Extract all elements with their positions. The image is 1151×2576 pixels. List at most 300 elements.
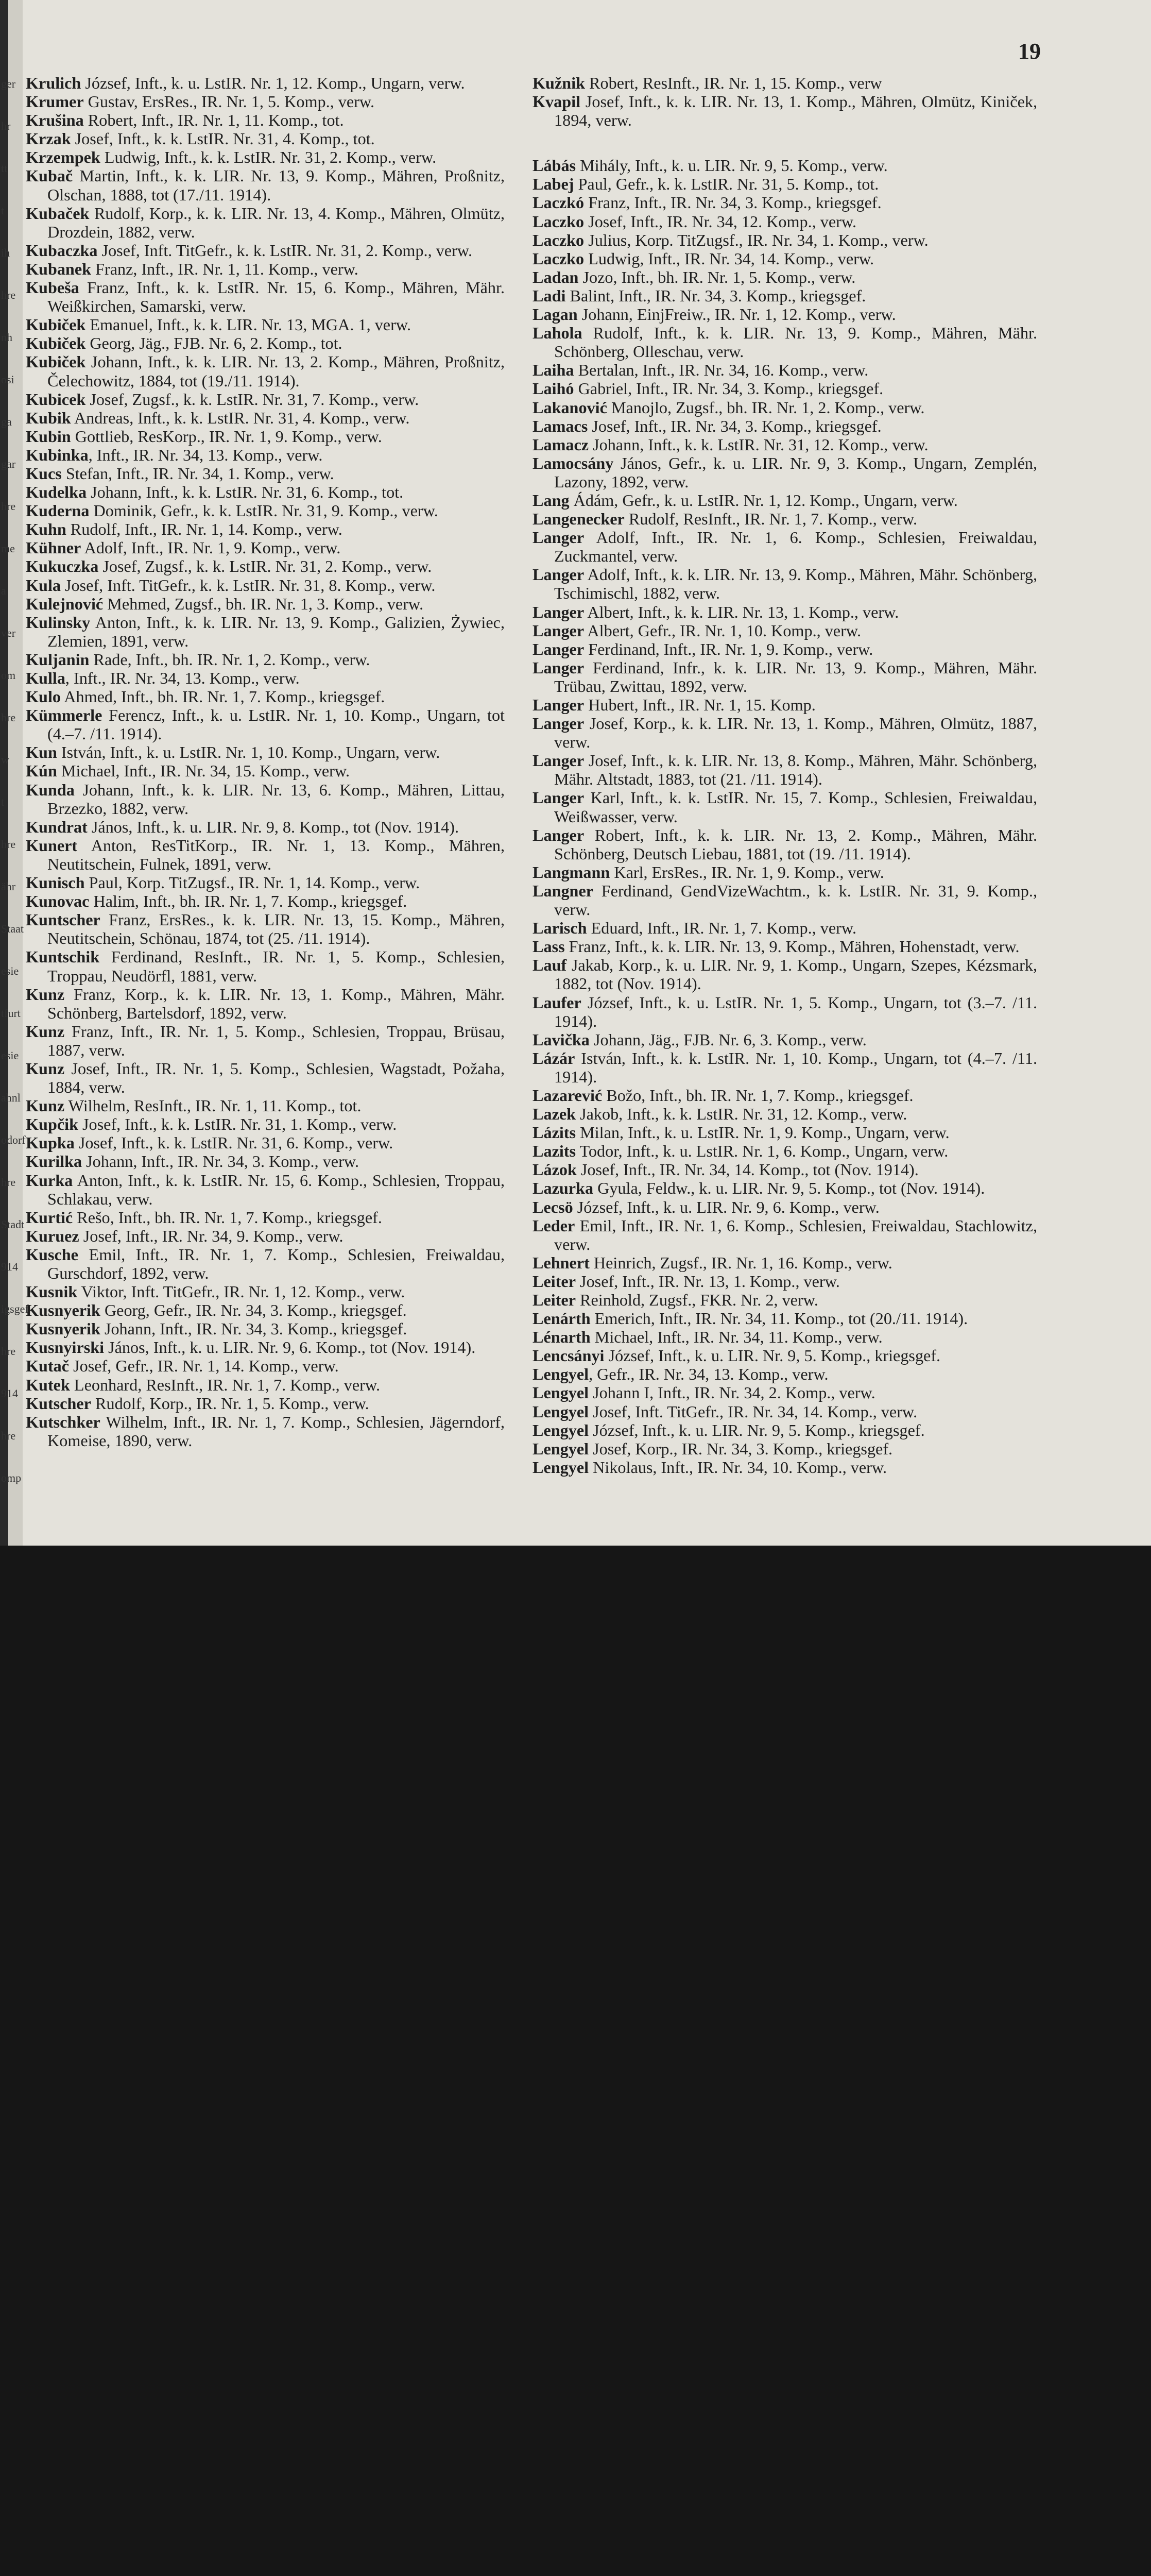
- margin-fragment: t: [1, 204, 5, 217]
- entry-surname: Lázár: [532, 1048, 575, 1067]
- entry-surname: Kurka: [26, 1171, 73, 1190]
- margin-fragment: nh: [1, 331, 12, 344]
- entry-details: Viktor, Inft. TitGefr., IR. Nr. 1, 12. Komp., verw.: [77, 1282, 405, 1301]
- entry-details: Johann, Inft., k. k. LIR. Nr. 13, 2. Komp., Mähren, Proßnitz, Čelechowitz, 1884, tot (19./11. 1914).: [47, 352, 505, 390]
- entry-details: István, Inft., k. k. LstIR. Nr. 1, 10. Komp., Ungarn, tot (4.–7. /11. 1914).: [554, 1048, 1037, 1086]
- entry-details: Rudolf, Inft., k. k. LIR. Nr. 13, 9. Komp., Mähren, Mähr. Schönberg, Olleschau, verw.: [554, 324, 1037, 361]
- entry-surname: Krulich: [26, 74, 81, 92]
- entry-surname: Kvapil: [532, 92, 581, 111]
- entry-details: Jakob, Inft., k. k. LstIR. Nr. 31, 12. Komp., verw.: [576, 1105, 907, 1124]
- register-entry: [26, 1245, 505, 1282]
- entry-surname: Kunert: [26, 836, 78, 855]
- entry-details: Karl, Inft., k. k. LstIR. Nr. 15, 7. Komp., Schlesien, Freiwaldau, Weißwasser, verw.: [554, 788, 1037, 826]
- register-entry: [26, 334, 505, 352]
- entry-details: Ludwig, Inft., IR. Nr. 34, 14. Komp., verw.: [584, 249, 874, 268]
- register-entry: [26, 781, 505, 818]
- entry-details: Paul, Gefr., k. k. LstIR. Nr. 31, 5. Komp., tot.: [574, 175, 879, 194]
- entry-surname: Lang: [532, 490, 570, 510]
- entry-details: Albert, Inft., k. k. LIR. Nr. 13, 1. Komp., verw.: [584, 602, 899, 621]
- margin-fragment: 914: [1, 1387, 18, 1400]
- entry-details: Martin, Inft., k. k. LIR. Nr. 13, 9. Komp., Mähren, Proßnitz, Olschan, 1888, tot (17./11. 1914).: [47, 166, 505, 204]
- entry-details: József, Inft., k. u. LIR. Nr. 9, 6. Komp., verw.: [573, 1197, 880, 1216]
- register-entry: [26, 836, 505, 873]
- register-entry: [532, 1272, 1037, 1291]
- margin-fragment: Stadt: [1, 1218, 25, 1231]
- margin-fragment: Staat: [1, 922, 24, 935]
- entry-details: Rudolf, Inft., IR. Nr. 1, 14. Komp., verw.: [66, 520, 342, 539]
- margin-fragment: odorf: [1, 1133, 26, 1146]
- entry-details: Ludwig, Inft., k. k. LstIR. Nr. 31, 2. Komp., verw.: [100, 148, 437, 167]
- register-entry: [532, 379, 1037, 398]
- register-entry: [532, 268, 1037, 286]
- viewer-footer: [0, 1546, 1151, 1681]
- entry-surname: Kubač: [26, 166, 73, 185]
- register-entry: [532, 528, 1037, 565]
- register-entry: [26, 520, 505, 538]
- entry-details: József, Inft., k. u. LIR. Nr. 9, 5. Komp., kriegsgef.: [589, 1420, 925, 1439]
- entry-surname: Kupčik: [26, 1115, 78, 1134]
- register-entry: [26, 761, 505, 780]
- entry-details: Josef, Inft., IR. Nr. 34, 14. Komp., tot (Nov. 1914).: [576, 1160, 919, 1179]
- entry-details: , Gefr., IR. Nr. 34, 13. Komp., verw.: [589, 1365, 829, 1384]
- entry-details: Stefan, Inft., IR. Nr. 34, 1. Komp., verw.: [61, 464, 334, 483]
- entry-surname: Lengyel: [532, 1402, 589, 1421]
- page-number: 19: [1018, 39, 1041, 64]
- entry-details: Ahmed, Inft., bh. IR. Nr. 1, 7. Komp., kriegsgef.: [60, 687, 385, 706]
- margin-fragment: igsgef: [1, 1302, 29, 1315]
- register-entry: [26, 873, 505, 892]
- register-entry: [26, 557, 505, 575]
- right-column-k-entries: [532, 74, 1037, 129]
- register-entry: [532, 92, 1037, 129]
- entry-surname: Langer: [532, 696, 585, 714]
- entry-details: Johann, EinjFreiw., IR. Nr. 1, 12. Komp., verw.: [577, 305, 896, 324]
- register-entry: [26, 74, 505, 92]
- entry-details: Adolf, Inft., k. k. LIR. Nr. 13, 9. Komp., Mähren, Mähr. Schönberg, Tschimischl, 1882, verw.: [554, 565, 1037, 603]
- entry-details: Adolf, Inft., IR. Nr. 1, 6. Komp., Schlesien, Freiwaldau, Zuckmantel, verw.: [554, 528, 1037, 566]
- entry-details: Josef, Inft., IR. Nr. 1, 5. Komp., Schlesien, Wagstadt, Požaha, 1884, verw.: [47, 1059, 505, 1097]
- entry-surname: Leder: [532, 1216, 575, 1235]
- margin-fragment: hr: [1, 120, 11, 132]
- margin-fragment: ga: [1, 415, 12, 428]
- entry-details: Rade, Inft., bh. IR. Nr. 1, 2. Komp., verw.: [89, 650, 370, 669]
- register-entry: [26, 743, 505, 761]
- entry-surname: Kunda: [26, 780, 75, 799]
- entry-details: Todor, Inft., k. u. LstIR. Nr. 1, 6. Komp., Ungarn, verw.: [576, 1142, 949, 1161]
- entry-surname: Langer: [532, 528, 585, 547]
- entry-details: Josef, Inft., k. k. LIR. Nr. 13, 8. Komp., Mähren, Mähr. Schönberg, Mähr. Altstadt, 1883, tot (21. /11. 1914).: [554, 751, 1037, 789]
- register-entry: [26, 501, 505, 520]
- register-entry: [26, 1208, 505, 1227]
- margin-fragment: osi: [1, 373, 14, 386]
- entry-surname: Lencsányi: [532, 1346, 605, 1365]
- register-entry: [26, 204, 505, 241]
- register-entry: [26, 687, 505, 706]
- entry-details: Georg, Gefr., IR. Nr. 34, 3. Komp., kriegsgef.: [100, 1301, 407, 1320]
- entry-details: Franz, Inft., k. k. LstIR. Nr. 15, 6. Komp., Mähren, Mähr. Weißkirchen, Samarski, verw.: [47, 278, 505, 316]
- register-entry: [26, 278, 505, 315]
- right-column-l-entries: [532, 156, 1037, 1477]
- register-entry: [26, 669, 505, 687]
- register-entry: [26, 1376, 505, 1394]
- register-entry: [532, 1049, 1037, 1086]
- register-entry: [26, 1413, 505, 1450]
- entry-details: Bertalan, Inft., IR. Nr. 34, 16. Komp., verw.: [574, 361, 869, 380]
- register-entry: [26, 1096, 505, 1115]
- entry-surname: Kusnik: [26, 1282, 78, 1301]
- entry-surname: Ladan: [532, 267, 579, 286]
- entry-details: Božo, Inft., bh. IR. Nr. 1, 7. Komp., kriegsgef.: [602, 1086, 914, 1105]
- section-gap: [532, 129, 1037, 156]
- entry-surname: Kunisch: [26, 873, 85, 892]
- entry-details: István, Inft., k. u. LstIR. Nr. 1, 10. Komp., Ungarn, verw.: [57, 743, 440, 762]
- margin-fragment: hre: [1, 289, 16, 301]
- register-entry: [26, 241, 505, 260]
- entry-details: Robert, Inft., IR. Nr. 1, 11. Komp., tot.: [83, 111, 344, 130]
- register-entry: [26, 576, 505, 595]
- register-entry: [532, 435, 1037, 454]
- register-entry: [532, 956, 1037, 993]
- entry-surname: Laufer: [532, 993, 581, 1012]
- register-entry: [26, 352, 505, 389]
- register-entry: [26, 892, 505, 910]
- entry-surname: Kupka: [26, 1133, 75, 1153]
- entry-surname: Langer: [532, 565, 585, 584]
- margin-fragment: a: [1, 584, 6, 597]
- entry-surname: Kusnyerik: [26, 1301, 100, 1320]
- entry-details: Josef, Inft., IR. Nr. 34, 9. Komp., verw.: [79, 1226, 343, 1245]
- entry-surname: Lábás: [532, 156, 576, 175]
- entry-details: Reinhold, Zugsf., FKR. Nr. 2, verw.: [576, 1291, 818, 1309]
- entry-surname: Lahola: [532, 324, 582, 343]
- entry-surname: Kubik: [26, 408, 71, 427]
- register-entry: [532, 1309, 1037, 1328]
- entry-details: Wilhelm, ResInft., IR. Nr. 1, 11. Komp., tot.: [64, 1096, 362, 1115]
- entry-details: , Inft., IR. Nr. 34, 13. Komp., verw.: [88, 445, 323, 464]
- entry-details: Josef, Inft., IR. Nr. 34, 3. Komp., kriegsgef.: [588, 416, 882, 435]
- register-entry: [26, 260, 505, 278]
- entry-surname: Kulinsky: [26, 613, 91, 632]
- register-entry: [26, 1133, 505, 1152]
- entry-details: Rudolf, Korp., IR. Nr. 1, 5. Komp., verw.: [91, 1394, 369, 1413]
- register-entry: [532, 1123, 1037, 1142]
- margin-fragment: ver: [1, 626, 16, 639]
- margin-fragment: gar: [1, 457, 16, 470]
- entry-surname: Kurtić: [26, 1208, 73, 1227]
- register-entry: [26, 910, 505, 947]
- register-entry: [532, 491, 1037, 510]
- entry-details: Albert, Gefr., IR. Nr. 1, 10. Komp., verw.: [584, 621, 862, 640]
- entry-surname: Langer: [532, 621, 585, 640]
- entry-surname: Lass: [532, 937, 565, 956]
- entry-surname: Lenárth: [532, 1309, 591, 1328]
- margin-fragment: w: [1, 753, 9, 766]
- entry-surname: Kubaczka: [26, 241, 98, 260]
- entry-surname: Lengyel: [532, 1365, 589, 1384]
- register-entry: [532, 640, 1037, 658]
- register-entry: [532, 658, 1037, 696]
- entry-details: Johann, Inft., IR. Nr. 34, 3. Komp., verw.: [82, 1152, 359, 1171]
- entry-surname: Langenecker: [532, 510, 625, 529]
- entry-surname: Lengyel: [532, 1458, 589, 1477]
- entry-details: Robert, Inft., k. k. LIR. Nr. 13, 2. Komp., Mähren, Mähr. Schönberg, Deutsch Liebau, 1881, tot (19. /11. 1914).: [554, 825, 1037, 863]
- entry-details: Josef, Inft., k. k. LstIR. Nr. 31, 4. Komp., tot.: [71, 129, 375, 148]
- entry-details: Jakab, Korp., k. u. LIR. Nr. 9, 1. Komp., Ungarn, Szepes, Kézsmark, 1882, tot (Nov. 1914).: [554, 956, 1037, 993]
- register-entry: [26, 538, 505, 557]
- register-entry: [26, 818, 505, 836]
- entry-surname: Langer: [532, 602, 585, 621]
- entry-details: János, Inft., k. u. LIR. Nr. 9, 6. Komp., tot (Nov. 1914).: [104, 1338, 476, 1357]
- entry-surname: Kusnyirski: [26, 1338, 105, 1357]
- entry-details: Mihály, Inft., k. u. LIR. Nr. 9, 5. Komp., verw.: [576, 156, 888, 175]
- margin-fragment: hre: [1, 1345, 16, 1358]
- entry-surname: Leiter: [532, 1291, 576, 1309]
- register-entry: [532, 286, 1037, 305]
- entry-surname: Langer: [532, 751, 585, 770]
- entry-surname: Kubin: [26, 427, 71, 446]
- entry-surname: Kunz: [26, 1059, 65, 1078]
- entry-surname: Laczko: [532, 230, 585, 249]
- entry-details: Adolf, Inft., IR. Nr. 1, 9. Komp., verw.: [81, 538, 341, 557]
- margin-fragment: ih: [1, 246, 10, 259]
- entry-surname: Laczko: [532, 249, 585, 268]
- entry-surname: Langner: [532, 881, 594, 900]
- entry-details: Ferdinand, ResInft., IR. Nr. 1, 5. Komp., Schlesien, Troppau, Neudörfl, 1881, verw.: [47, 947, 505, 985]
- register-entry: [532, 193, 1037, 212]
- entry-surname: Lengyel: [532, 1420, 589, 1439]
- register-entry: [532, 565, 1037, 602]
- entry-details: Michael, Inft., IR. Nr. 34, 11. Komp., verw.: [590, 1328, 883, 1347]
- register-entry: [532, 751, 1037, 788]
- entry-surname: Kühner: [26, 538, 81, 557]
- register-entry: [26, 1338, 505, 1357]
- entry-details: Ádám, Gefr., k. u. LstIR. Nr. 1, 12. Komp., Ungarn, verw.: [569, 490, 958, 510]
- entry-surname: Kubeša: [26, 278, 79, 297]
- entry-details: Balint, Inft., IR. Nr. 34, 3. Komp., kriegsgef.: [565, 286, 866, 305]
- register-entry: [26, 464, 505, 483]
- entry-surname: Lazarević: [532, 1086, 603, 1105]
- register-entry: [26, 947, 505, 985]
- margin-fragment: ahnl: [1, 1091, 21, 1104]
- entry-details: Josef, Inft. TitGefr., k. k. LstIR. Nr. 31, 2. Komp., verw.: [97, 241, 472, 260]
- entry-details: Karl, ErsRes., IR. Nr. 1, 9. Komp., verw.: [610, 862, 884, 882]
- entry-details: Ferdinand, Infr., k. k. LIR. Nr. 13, 9. Komp., Mähren, Mähr. Trübau, Zwittau, 1892, verw.: [554, 658, 1037, 696]
- register-entry: [26, 1022, 505, 1059]
- register-entry: [26, 1394, 505, 1413]
- entry-surname: Kusnyerik: [26, 1319, 100, 1338]
- register-entry: [532, 1105, 1037, 1123]
- entry-surname: Kudelka: [26, 483, 87, 502]
- entry-surname: Lakanović: [532, 398, 607, 417]
- register-entry: [532, 1160, 1037, 1179]
- entry-details: Rešo, Inft., bh. IR. Nr. 1, 7. Komp., kriegsgef.: [73, 1208, 382, 1227]
- register-entry: [532, 510, 1037, 528]
- entry-surname: Kuderna: [26, 501, 90, 520]
- margin-fragment: tfurt: [1, 1007, 21, 1020]
- register-entry: [532, 417, 1037, 435]
- register-entry: [532, 937, 1037, 956]
- register-entry: [532, 1179, 1037, 1197]
- margin-fragment: hre: [1, 711, 16, 724]
- entry-surname: Langer: [532, 639, 585, 658]
- register-entry: [26, 483, 505, 501]
- register-entry: [532, 621, 1037, 640]
- entry-surname: Kukuczka: [26, 557, 99, 576]
- entry-details: Emil, Inft., IR. Nr. 1, 6. Komp., Schlesien, Freiwaldau, Stachlowitz, verw.: [554, 1216, 1037, 1253]
- entry-surname: Kubiček: [26, 334, 86, 353]
- register-entry: [26, 706, 505, 743]
- register-entry: [26, 650, 505, 669]
- register-entry: [26, 1059, 505, 1096]
- register-entry: [26, 1319, 505, 1338]
- register-entry: [532, 249, 1037, 268]
- entry-surname: Kulejnović: [26, 594, 104, 613]
- entry-details: Johann, Inft., IR. Nr. 34, 3. Komp., kriegsgef.: [100, 1319, 407, 1338]
- entry-surname: Kubaček: [26, 204, 90, 223]
- register-entry: [532, 1346, 1037, 1365]
- entry-surname: Lavička: [532, 1030, 590, 1049]
- entry-details: Franz, Inft., IR. Nr. 34, 3. Komp., kriegsgef.: [584, 193, 882, 212]
- entry-surname: Krzak: [26, 129, 71, 148]
- entry-details: Gottlieb, ResKorp., IR. Nr. 1, 9. Komp., verw.: [71, 427, 382, 446]
- entry-details: Georg, Jäg., FJB. Nr. 6, 2. Komp., tot.: [85, 334, 342, 353]
- register-entry: [532, 993, 1037, 1030]
- register-entry: [26, 1357, 505, 1375]
- entry-details: Josef, Zugsf., k. k. LstIR. Nr. 31, 7. Komp., verw.: [85, 389, 419, 409]
- entry-surname: Kuntscher: [26, 910, 100, 929]
- entry-details: Rudolf, Korp., k. k. LIR. Nr. 13, 4. Komp., Mähren, Olmütz, Drozdein, 1882, verw.: [47, 204, 505, 241]
- register-entry: [532, 1402, 1037, 1421]
- entry-surname: Kunz: [26, 1022, 65, 1041]
- entry-surname: Lengyel: [532, 1383, 589, 1402]
- register-entry: [26, 409, 505, 427]
- entry-details: Anton, Inft., k. k. LstIR. Nr. 15, 6. Komp., Schlesien, Troppau, Schlakau, verw.: [47, 1171, 505, 1208]
- entry-surname: Labej: [532, 175, 574, 194]
- register-entry: [26, 166, 505, 204]
- entry-details: Nikolaus, Inft., IR. Nr. 34, 10. Komp., verw.: [589, 1458, 887, 1477]
- entry-surname: Langmann: [532, 862, 610, 882]
- register-entry: [532, 882, 1037, 919]
- entry-details: Franz, Korp., k. k. LIR. Nr. 13, 1. Komp., Mähren, Mähr. Schönberg, Bartelsdorf, 1892, verw.: [47, 985, 505, 1022]
- entry-details: János, Inft., k. u. LIR. Nr. 9, 8. Komp., tot (Nov. 1914).: [87, 817, 459, 836]
- entry-details: Manojlo, Zugsf., bh. IR. Nr. 1, 2. Komp., verw.: [607, 398, 925, 417]
- register-entry: [532, 788, 1037, 825]
- entry-surname: Lehnert: [532, 1253, 590, 1272]
- entry-surname: Kuruez: [26, 1226, 79, 1245]
- register-entry: [532, 231, 1037, 249]
- entry-details: Milan, Inft., k. u. LstIR. Nr. 1, 9. Komp., Ungarn, verw.: [576, 1123, 950, 1142]
- entry-details: Ferdinand, GendVizeWachtm., k. k. LstIR. Nr. 31, 9. Komp., verw.: [554, 881, 1037, 919]
- entry-details: Hubert, Inft., IR. Nr. 1, 15. Komp.: [584, 696, 816, 714]
- register-entry: [532, 919, 1037, 937]
- margin-fragment: t: [1, 795, 5, 808]
- entry-details: Wilhelm, Inft., IR. Nr. 1, 7. Komp., Schlesien, Jägerndorf, Komeise, 1890, verw.: [47, 1412, 505, 1450]
- entry-details: Josef, Inft., IR. Nr. 34, 12. Komp., verw.: [584, 212, 857, 231]
- margin-fragment: ger: [1, 77, 16, 90]
- entry-details: Andreas, Inft., k. k. LstIR. Nr. 31, 4. Komp., verw.: [71, 408, 410, 427]
- entry-surname: Kutschker: [26, 1412, 100, 1431]
- entry-surname: Laihó: [532, 379, 574, 398]
- entry-surname: Kun: [26, 743, 57, 762]
- entry-details: Franz, Inft., IR. Nr. 1, 5. Komp., Schlesien, Troppau, Brüsau, 1887, verw.: [47, 1022, 505, 1059]
- register-entry: [532, 1086, 1037, 1105]
- entry-details: Josef, Inft., k. k. LstIR. Nr. 31, 1. Komp., verw.: [78, 1115, 397, 1134]
- entry-details: Josef, Korp., IR. Nr. 34, 3. Komp., kriegsgef.: [589, 1439, 893, 1458]
- entry-details: Paul, Korp. TitZugsf., IR. Nr. 1, 14. Komp., verw.: [84, 873, 420, 892]
- register-entry: [532, 74, 1037, 92]
- entry-details: Franz, Inft., IR. Nr. 1, 11. Komp., verw.: [91, 259, 358, 278]
- entry-details: Franz, ErsRes., k. k. LIR. Nr. 13, 15. Komp., Mähren, Neutitschein, Schönau, 1874, tot (25. /11. 1914).: [47, 910, 505, 948]
- entry-details: József, Inft., k. u. LIR. Nr. 9, 5. Komp., kriegsgef.: [604, 1346, 941, 1365]
- entry-details: Johann, Jäg., FJB. Nr. 6, 3. Komp., verw.: [589, 1030, 867, 1049]
- entry-details: Ferencz, Inft., k. u. LstIR. Nr. 1, 10. Komp., Ungarn, tot (4.–7. /11. 1914).: [47, 706, 505, 743]
- register-entry: [26, 595, 505, 613]
- entry-details: Josef, Inft., k. k. LIR. Nr. 13, 1. Komp., Mähren, Olmütz, Kiniček, 1894, verw.: [554, 92, 1037, 130]
- entry-surname: Kužnik: [532, 74, 585, 92]
- register-entry: [532, 361, 1037, 379]
- register-entry: [532, 1439, 1037, 1458]
- entry-details: Ferdinand, Inft., IR. Nr. 1, 9. Komp., verw.: [584, 639, 873, 658]
- entry-surname: Kundrat: [26, 817, 88, 836]
- register-entry: [532, 1328, 1037, 1346]
- entry-surname: Kunovac: [26, 892, 90, 911]
- register-entry: [26, 985, 505, 1022]
- entry-surname: Kula: [26, 575, 61, 595]
- entry-surname: Lazek: [532, 1105, 576, 1124]
- entry-details: Josef, Zugsf., k. k. LstIR. Nr. 31, 2. Komp., verw.: [98, 557, 432, 576]
- entry-surname: Kubanek: [26, 259, 92, 278]
- entry-surname: Kucs: [26, 464, 62, 483]
- entry-surname: Lázok: [532, 1160, 577, 1179]
- register-entry: [532, 305, 1037, 324]
- entry-details: Josef, Inft., k. k. LstIR. Nr. 31, 6. Komp., verw.: [74, 1133, 393, 1153]
- register-entry: [532, 714, 1037, 751]
- register-entry: [26, 613, 505, 650]
- register-entry: [26, 1227, 505, 1245]
- register-entry: [532, 1253, 1037, 1272]
- register-entry: [532, 1216, 1037, 1253]
- entry-details: Emanuel, Inft., k. k. LIR. Nr. 13, MGA. 1, verw.: [85, 315, 411, 334]
- register-entry: [532, 1383, 1037, 1402]
- entry-surname: Kunz: [26, 1096, 65, 1115]
- entry-surname: Kutek: [26, 1375, 70, 1394]
- register-entry: [26, 427, 505, 446]
- register-entry: [26, 1171, 505, 1208]
- entry-details: Anton, Inft., k. k. LIR. Nr. 13, 9. Komp., Galizien, Żywiec, Zlemien, 1891, verw.: [47, 613, 505, 650]
- margin-fragment: tt: [1, 162, 8, 175]
- entry-details: János, Gefr., k. u. LIR. Nr. 9, 3. Komp., Ungarn, Zemplén, Lazony, 1892, verw.: [554, 453, 1037, 491]
- entry-details: Julius, Korp. TitZugsf., IR. Nr. 34, 1. Komp., verw.: [584, 230, 929, 249]
- margin-fragment: hre: [1, 1429, 16, 1442]
- register-entry: [532, 398, 1037, 417]
- entry-details: Franz, Inft., k. k. LIR. Nr. 13, 9. Komp., Mähren, Hohenstadt, verw.: [564, 937, 1020, 956]
- entry-details: , Inft., IR. Nr. 34, 13. Komp., verw.: [65, 669, 300, 687]
- entry-surname: Laczkó: [532, 193, 585, 212]
- register-entry: [532, 1365, 1037, 1383]
- entry-details: Michael, Inft., IR. Nr. 34, 15. Komp., verw.: [57, 761, 350, 781]
- margin-fragment: omp: [1, 1471, 22, 1484]
- margin-fragment: hre: [1, 1176, 16, 1189]
- entry-surname: Kulla: [26, 669, 65, 687]
- margin-fragment: om: [1, 669, 16, 682]
- entry-surname: Ladi: [532, 286, 566, 305]
- entry-details: Gustav, ErsRes., IR. Nr. 1, 5. Komp., verw.: [83, 92, 375, 111]
- entry-surname: Langer: [532, 714, 585, 733]
- entry-details: Halim, Inft., bh. IR. Nr. 1, 7. Komp., kriegsgef.: [89, 892, 407, 911]
- entry-details: Gabriel, Inft., IR. Nr. 34, 3. Komp., kriegsgef.: [574, 379, 884, 398]
- entry-details: Leonhard, ResInft., IR. Nr. 1, 7. Komp., verw.: [70, 1375, 381, 1394]
- entry-surname: Kurilka: [26, 1152, 82, 1171]
